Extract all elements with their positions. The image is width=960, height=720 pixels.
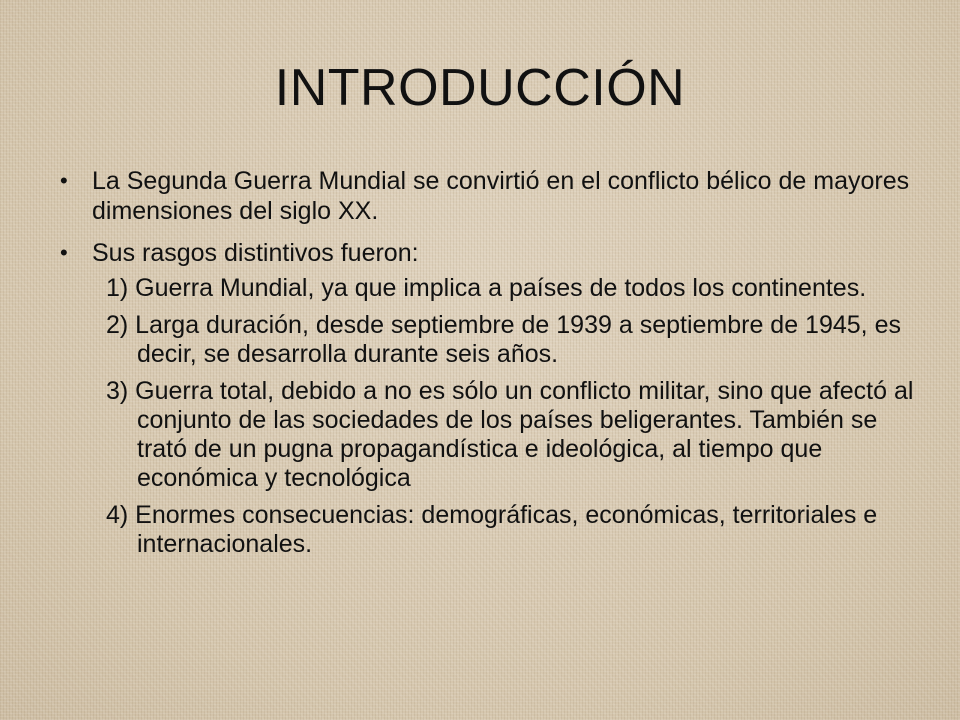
bullet-dot-icon: • [60, 168, 68, 193]
bullet-item-1 [60, 166, 920, 226]
slide-title: INTRODUCCIÓN [274, 59, 686, 117]
bullet-list [60, 166, 920, 571]
sub-item-2: 2) Larga duración, desde septiembre de 1939 a septiembre de 1945, es decir, se desarrolla durante seis años. [106, 311, 901, 368]
sub-item-4: 4) Enormes consecuencias: demográficas, económicas, territoriales e internacionales. [106, 501, 878, 558]
sub-item-1: 1) Guerra Mundial, ya que implica a países de todos los continentes. [106, 274, 867, 302]
bullet-text-1: La Segunda Guerra Mundial se convirtió en el conflicto bélico de mayores dimensiones del siglo XX. [92, 167, 910, 225]
sub-item-3: 3) Guerra total, debido a no es sólo un conflicto militar, sino que afectó al conjunto de las sociedades de los países beligerantes. También se trató de un pugna propagandística e ideológica, al tiempo que económica y tecnológica [106, 377, 914, 492]
bullet-dot-icon: • [60, 240, 68, 265]
bullet-text-2: Sus rasgos distintivos fueron: [92, 239, 419, 267]
sub-list [92, 274, 920, 559]
bullet-item-2 [60, 238, 920, 559]
